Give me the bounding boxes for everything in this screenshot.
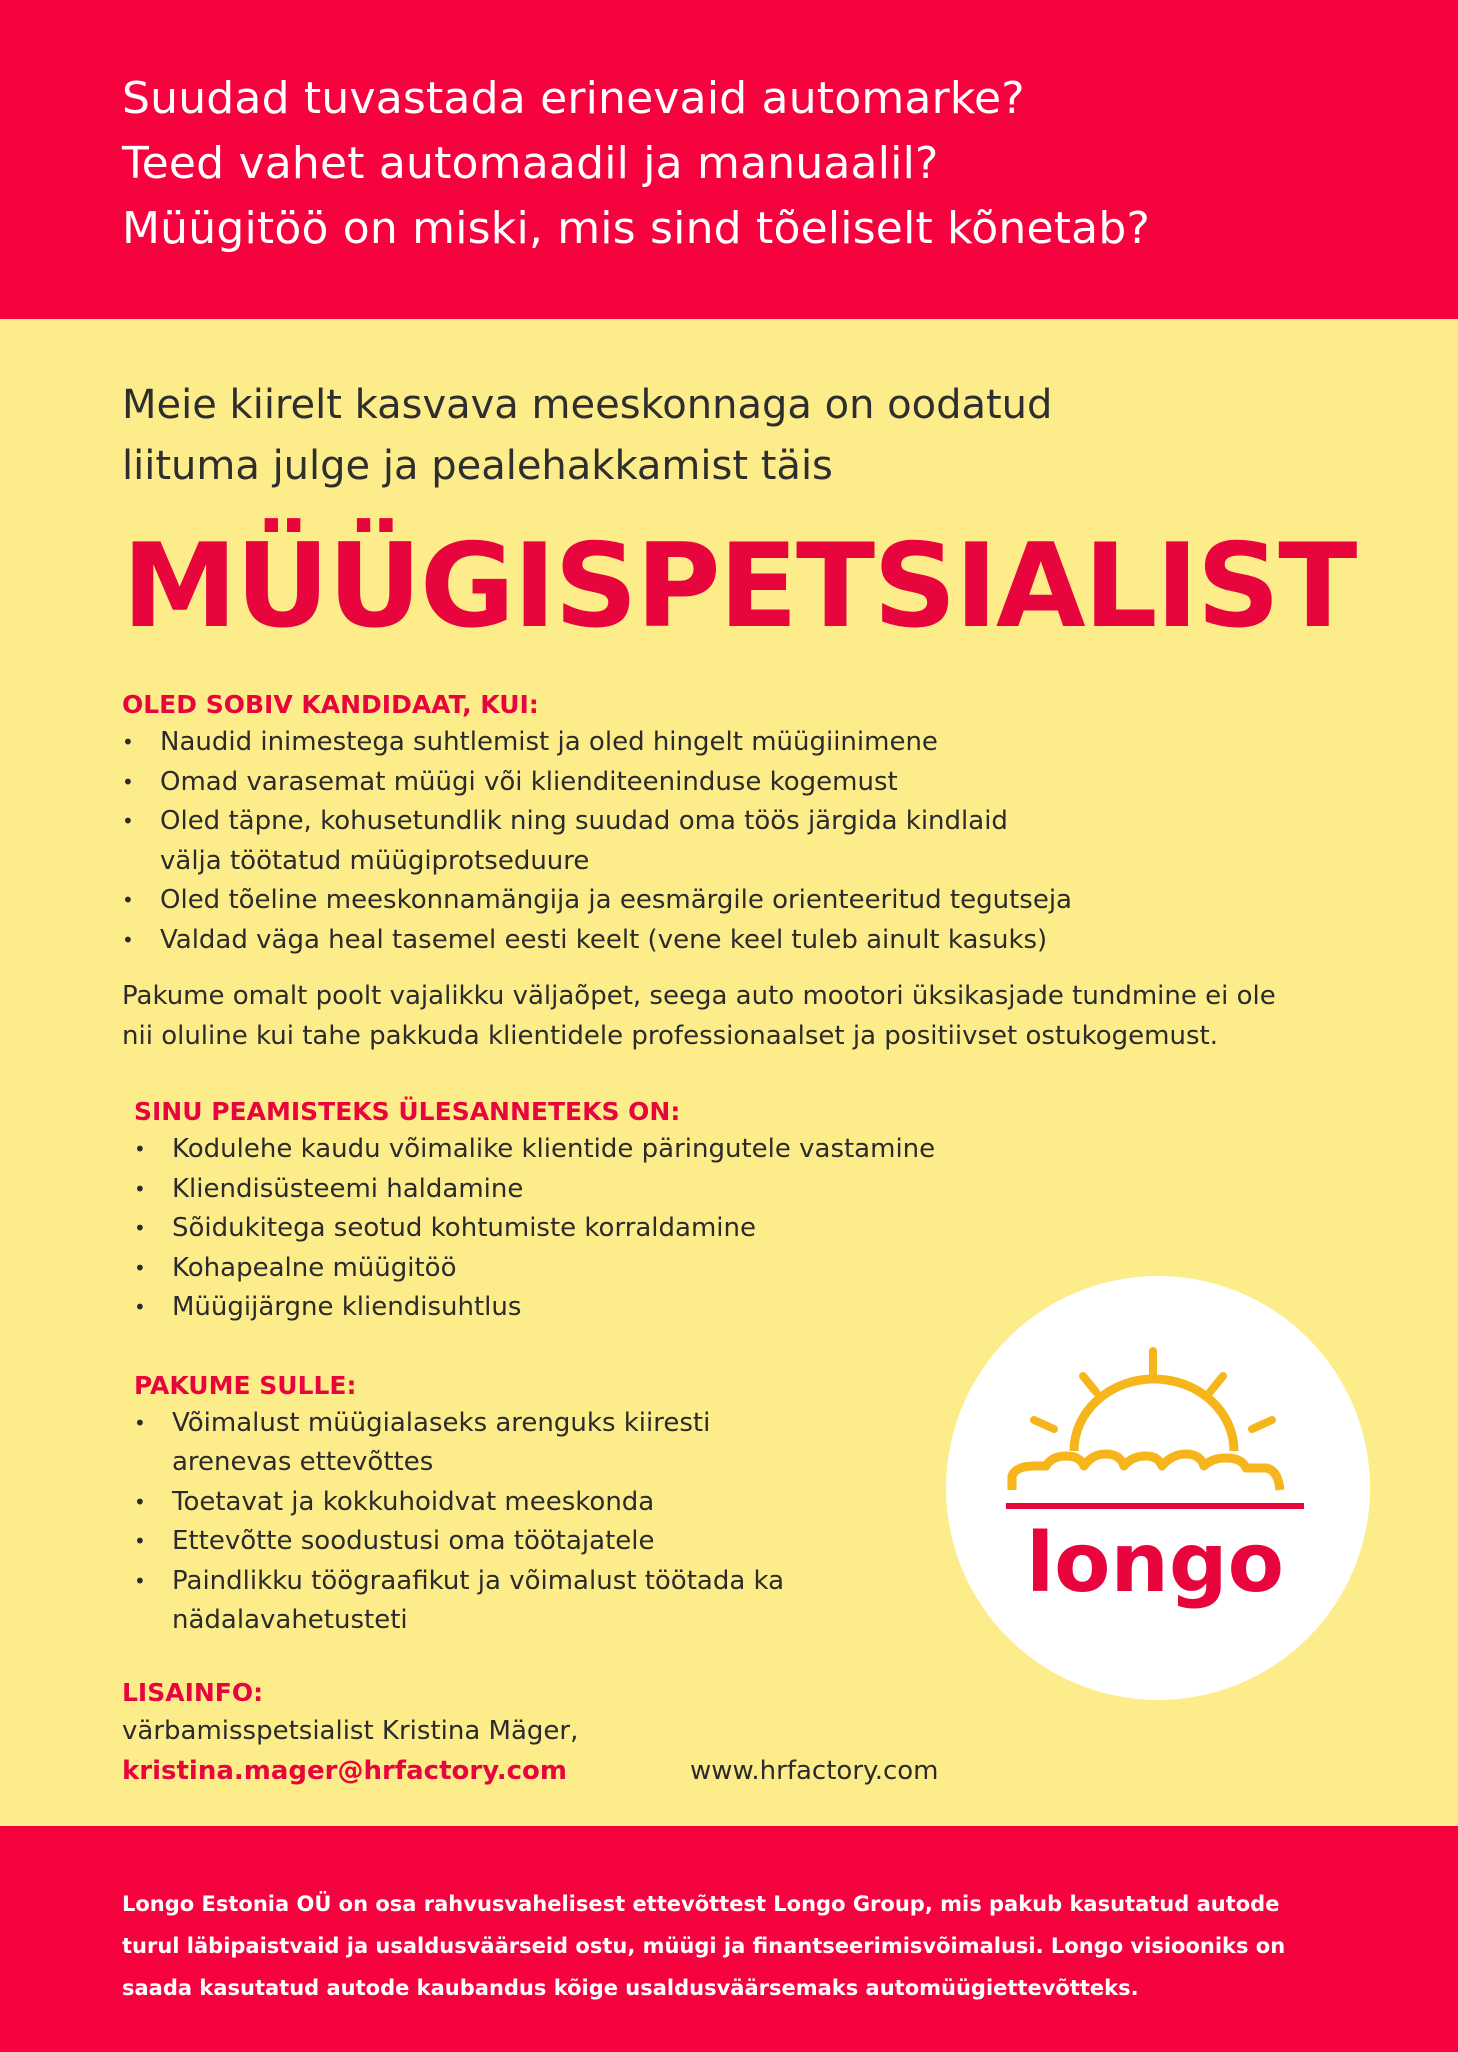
list-item: • Kohapealne müügitöö bbox=[134, 1249, 1342, 1289]
requirements-heading: OLED SOBIV KANDIDAAT, KUI: bbox=[122, 690, 539, 719]
header-banner bbox=[0, 0, 1458, 319]
header-question-1: Suudad tuvastada erinevaid automarke? bbox=[122, 73, 1025, 124]
divider-line bbox=[1006, 1503, 1304, 1509]
logo-wordmark: longo bbox=[1026, 1516, 1284, 1611]
footer-line-2: turul läbipaistvaid ja usaldusväärseid ostu, müügi ja finantseerimisvõimalusi. Longo visiooniks on bbox=[122, 1934, 1286, 1958]
training-paragraph: Pakume omalt poolt vajalikku väljaõpet, seega auto mootori üksikasjade tundmine ei ole nii oluline kui tahe pakkuda klientidele professionaalset ja positiivset ostukogemust. bbox=[122, 981, 1276, 1051]
sun-rays-icon bbox=[1034, 1351, 1272, 1429]
cars-icon bbox=[1012, 1454, 1280, 1490]
requirements-list bbox=[122, 723, 1342, 960]
contact-name: värbamisspetsialist Kristina Mäger, bbox=[122, 1715, 579, 1746]
list-item: • Toetavat ja kokkuhoidvat meeskonda bbox=[134, 1483, 1342, 1523]
list-item: • Sõidukitega seotud kohtumiste korraldamine bbox=[134, 1209, 1342, 1249]
footer-line-3: saada kasutatud autode kaubandus kõige usaldusväärsemaks automüügiettevõtteks. bbox=[122, 1976, 1139, 2000]
offer-heading: PAKUME SULLE: bbox=[134, 1370, 357, 1400]
footer-line-1: Longo Estonia OÜ on osa rahvusvahelisest ettevõttest Longo Group, mis pakub kasutatud autode bbox=[122, 1892, 1280, 1916]
longo-logo-graphic bbox=[946, 1276, 1370, 1700]
contact-row bbox=[122, 1751, 1342, 1791]
intro-line-1: Meie kiirelt kasvava meeskonnaga on oodatud bbox=[122, 382, 1053, 428]
list-item: • Oled täpne, kohusetundlik ning suudad oma töös järgida kindlaid välja töötatud müügiprotseduure bbox=[122, 802, 1342, 881]
list-item: • Müügijärgne kliendisuhtlus bbox=[134, 1288, 1342, 1328]
list-item: • Paindlikku töögraafikut ja võimalust töötada ka nädalavahetusteti bbox=[134, 1562, 1342, 1641]
list-item: • Valdad väga heal tasemel eesti keelt (vene keel tuleb ainult kasuks) bbox=[122, 921, 1342, 961]
intro-text bbox=[122, 375, 1342, 497]
job-title: MÜÜGISPETSIALIST bbox=[122, 519, 1356, 654]
header-question-3: Müügitöö on miski, mis sind tõeliselt kõnetab? bbox=[122, 203, 1151, 254]
longo-logo bbox=[946, 1276, 1370, 1700]
list-item: • Võimalust müügialaseks arenguks kiiresti arenevas ettevõttes bbox=[134, 1404, 1342, 1483]
list-item: • Ettevõtte soodustusi oma töötajatele bbox=[134, 1522, 1342, 1562]
list-item: • Omad varasemat müügi või klienditeeninduse kogemust bbox=[122, 763, 1342, 803]
header-question-2: Teed vahet automaadil ja manuaalil? bbox=[122, 138, 939, 189]
tasks-heading: SINU PEAMISTEKS ÜLESANNETEKS ON: bbox=[134, 1097, 681, 1126]
website-link[interactable]: www.hrfactory.com bbox=[690, 1755, 939, 1786]
contact-email-link[interactable]: kristina.mager@hrfactory.com bbox=[122, 1755, 567, 1786]
list-item: • Kodulehe kaudu võimalike klientide päringutele vastamine bbox=[134, 1130, 1342, 1170]
requirements-section bbox=[122, 687, 1342, 960]
footer-banner bbox=[0, 1826, 1458, 2052]
intro-line-2: liituma julge ja pealehakkamist täis bbox=[122, 443, 833, 489]
list-item: • Naudid inimestega suhtlemist ja oled hingelt müügiinimene bbox=[122, 723, 1342, 763]
list-item: • Oled tõeline meeskonnamängija ja eesmärgile orienteeritud tegutseja bbox=[122, 881, 1342, 921]
list-item: • Kliendisüsteemi haldamine bbox=[134, 1170, 1342, 1210]
contact-heading: LISAINFO: bbox=[122, 1677, 264, 1707]
